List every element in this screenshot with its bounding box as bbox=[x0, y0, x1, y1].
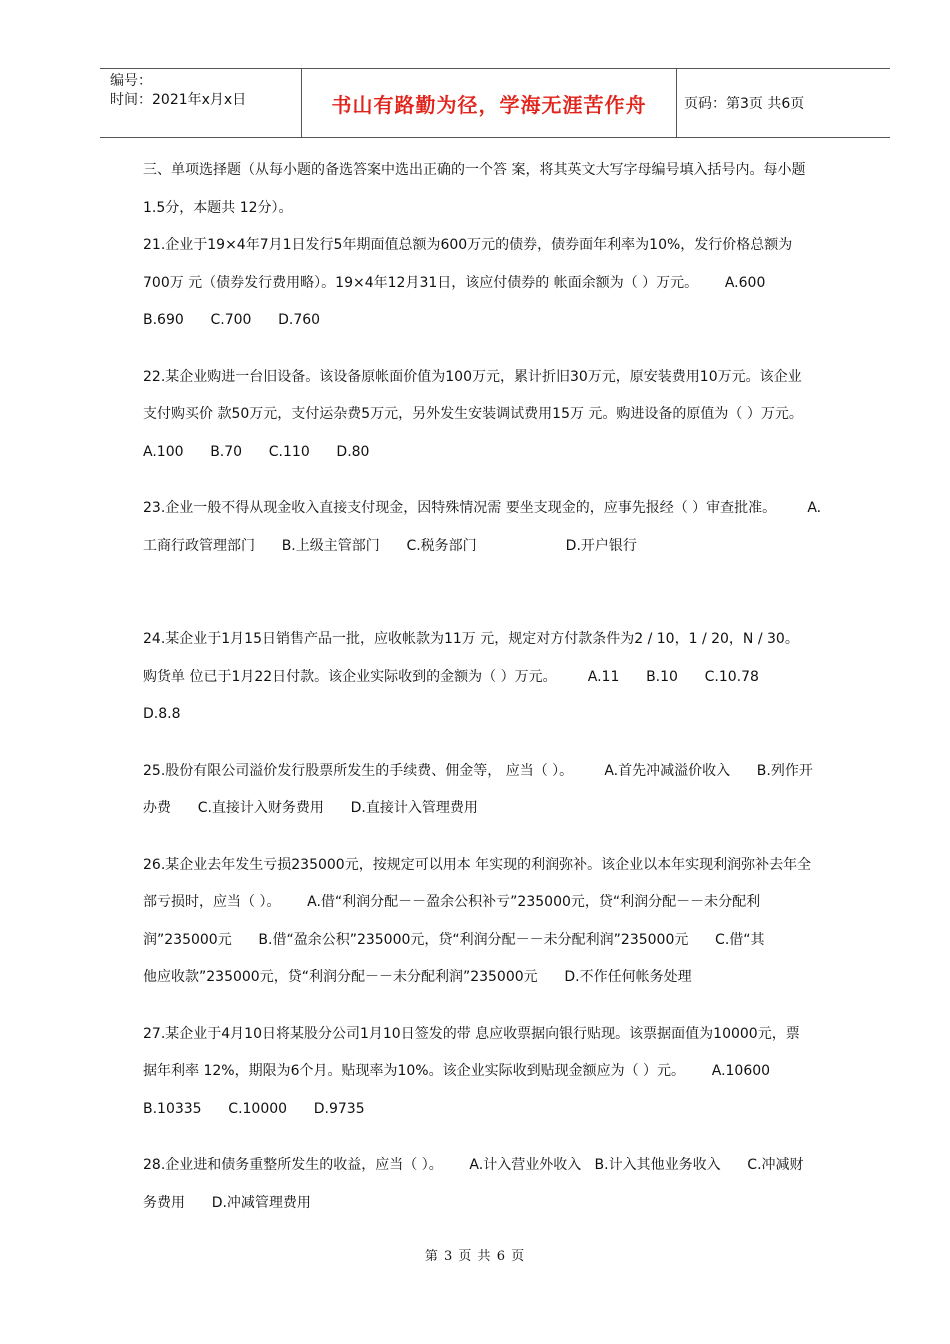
header-meta-cell bbox=[100, 69, 300, 137]
intro-line: 三、单项选择题（从每小题的备选答案中选出正确的一个答 案，将其英文大写字母编号填入括号内。每小题 bbox=[143, 162, 806, 178]
question-line: 部亏损时，应当（ ）。 A.借“利润分配－－盈余公积补亏”235000元，贷“利润分配－－未分配利 bbox=[143, 894, 761, 910]
section-intro bbox=[143, 152, 853, 227]
spacer bbox=[143, 734, 853, 753]
question-24 bbox=[143, 621, 853, 734]
question-26 bbox=[143, 847, 853, 997]
question-line: A.100 B.70 C.110 D.80 bbox=[143, 443, 370, 460]
motto: 书山有路勤为径，学海无涯苦作舟 bbox=[331, 92, 647, 117]
serial-label: 编号： bbox=[110, 73, 152, 89]
question-line: D.8.8 bbox=[143, 706, 181, 722]
question-line: 他应收款”235000元，贷“利润分配－－未分配利润”235000元 D.不作任何帐务处理 bbox=[143, 969, 692, 985]
question-line: 据年利率 12%，期限为6个月。贴现率为10%。该企业实际收到贴现金额应为（ ）元。 A.10600 bbox=[143, 1063, 771, 1079]
question-line: 700万 元（债券发行费用略）。19×4年12月31日，该应付债券的 帐面余额为（ ）万元。 A.600 bbox=[143, 274, 766, 291]
question-line: 28.企业进和债务重整所发生的收益，应当（ ）。 A.计入营业外收入 B.计入其他业务收入 C.冲减财 bbox=[143, 1157, 804, 1173]
question-22 bbox=[143, 359, 853, 472]
intro-line: 1.5分，本题共 12分）。 bbox=[143, 199, 293, 216]
spacer bbox=[143, 340, 853, 359]
header-motto-cell bbox=[301, 69, 677, 137]
question-line: 润”235000元 B.借“盈余公积”235000元，贷“利润分配－－未分配利润”235000元 C.借“其 bbox=[143, 931, 765, 948]
time-label: 时间：2021年x月x日 bbox=[110, 92, 247, 108]
question-line: 21.企业于19×4年7月1日发行5年期面值总额为600万元的债券，债券面年利率为10%，发行价格总额为 bbox=[143, 237, 793, 253]
question-line: 工商行政管理部门 B.上级主管部门 C.税务部门 D.开户银行 bbox=[143, 537, 637, 554]
page-footer: 第 3 页 共 6 页 bbox=[424, 1249, 526, 1264]
question-28 bbox=[143, 1147, 853, 1222]
page-header bbox=[100, 68, 890, 138]
spacer bbox=[143, 471, 853, 490]
page-info: 页码：第3页 共6页 bbox=[684, 96, 805, 112]
question-line: 支付购买价 款50万元，支付运杂费5万元，另外发生安装调试费用15万 元。购进设备的原值为（ ）万元。 bbox=[143, 406, 803, 422]
question-line: 27.某企业于4月10日将某股分公司1月10日签发的带 息应收票据向银行贴现。该票据面值为10000元，票 bbox=[143, 1025, 800, 1042]
question-line: 25.股份有限公司溢价发行股票所发生的手续费、佣金等， 应当（ ）。 A.首先冲减溢价收入 B.列作开 bbox=[143, 762, 813, 779]
question-line: 务费用 D.冲减管理费用 bbox=[143, 1194, 311, 1211]
spacer bbox=[143, 565, 853, 621]
spacer bbox=[143, 997, 853, 1016]
document-body bbox=[143, 152, 853, 1222]
question-25 bbox=[143, 753, 853, 828]
question-line: 26.某企业去年发生亏损235000元，按规定可以用本 年实现的利润弥补。该企业以本年实现利润弥补去年全 bbox=[143, 856, 812, 873]
question-line: B.10335 C.10000 D.9735 bbox=[143, 1100, 365, 1117]
header-page-cell bbox=[676, 69, 890, 137]
question-27 bbox=[143, 1016, 853, 1129]
question-line: B.690 C.700 D.760 bbox=[143, 312, 321, 328]
spacer bbox=[143, 828, 853, 847]
question-23 bbox=[143, 490, 853, 565]
question-line: 23.企业一般不得从现金收入直接支付现金，因特殊情况需 要坐支现金的，应事先报经（ ）审查批准。 A. bbox=[143, 500, 822, 516]
question-21 bbox=[143, 227, 853, 340]
question-line: 22.某企业购进一台旧设备。该设备原帐面价值为100万元，累计折旧30万元，原安装费用10万元。该企业 bbox=[143, 368, 802, 385]
question-line: 购货单 位已于1月22日付款。该企业实际收到的金额为（ ）万元。 A.11 B.10 C.10.78 bbox=[143, 668, 759, 685]
spacer bbox=[143, 1128, 853, 1147]
question-line: 办费 C.直接计入财务费用 D.直接计入管理费用 bbox=[143, 800, 478, 816]
question-line: 24.某企业于1月15日销售产品一批，应收帐款为11万 元，规定对方付款条件为2 / 10，1 / 20，N / 30。 bbox=[143, 631, 799, 647]
